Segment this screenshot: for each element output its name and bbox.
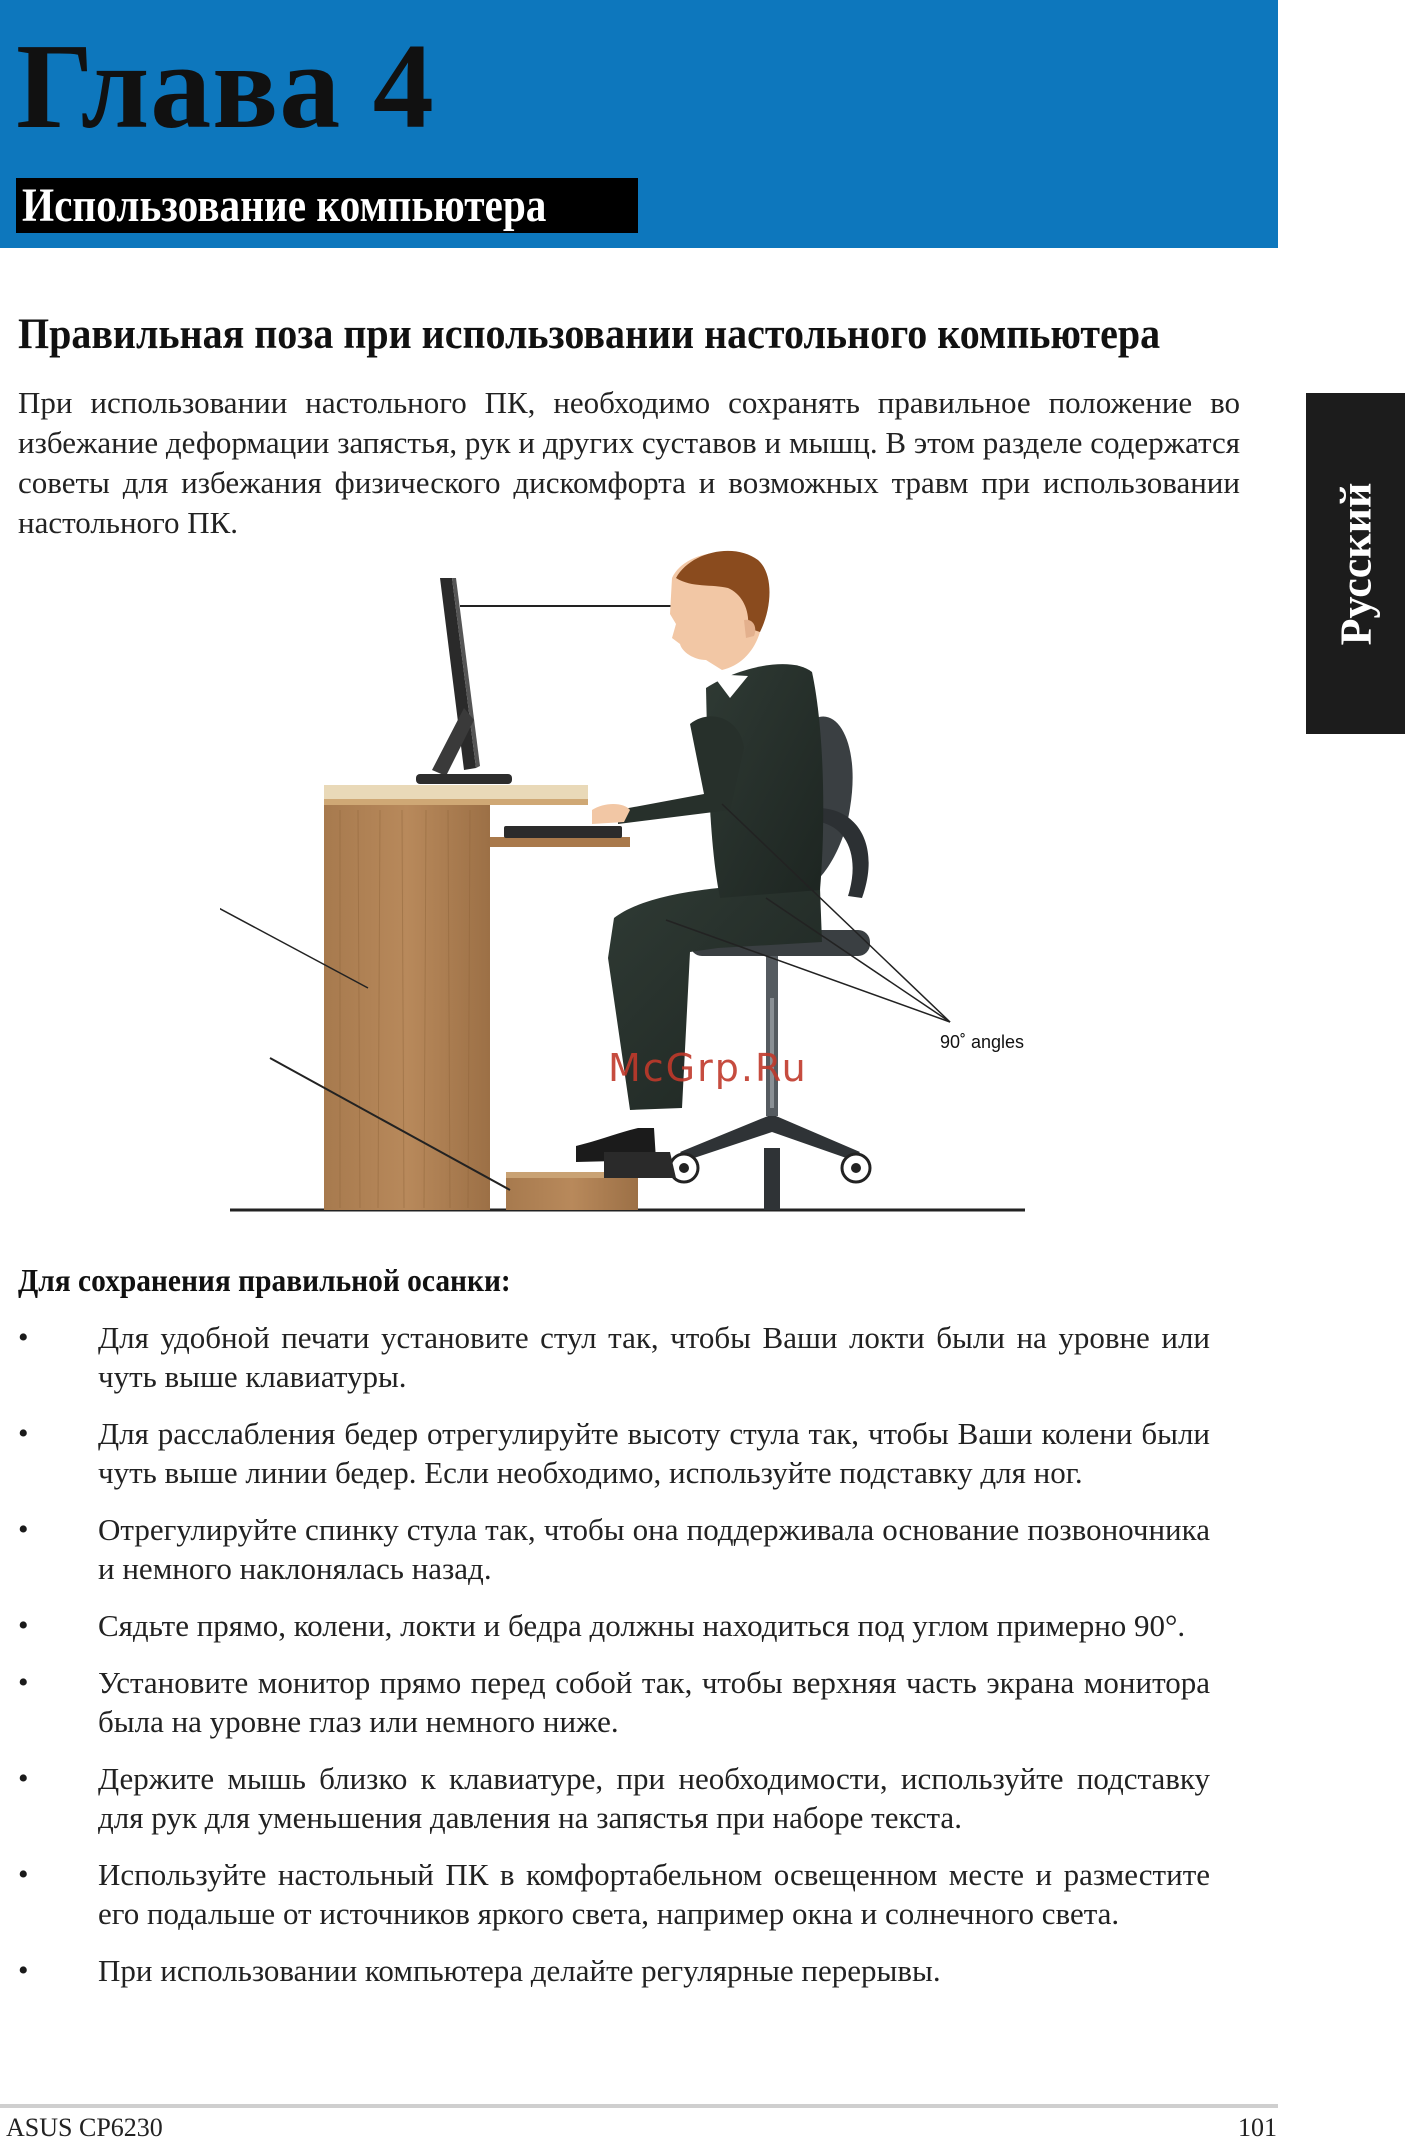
tip-item	[18, 1855, 1210, 1933]
watermark: McGrp.Ru	[608, 1046, 808, 1090]
language-tab	[1306, 393, 1405, 734]
shoe	[604, 1152, 676, 1178]
tip-text: Используйте настольный ПК в комфортабельном освещенном месте и разместите его подальше от источников яркого света, например окна и солнечного света.	[98, 1857, 1210, 1931]
keyboard	[504, 826, 622, 838]
bullet: •	[18, 1609, 29, 1642]
footer-rule	[0, 2104, 1278, 2108]
tip-text: Установите монитор прямо перед собой так, чтобы верхняя часть экрана монитора была на уровне глаз или немного ниже.	[98, 1665, 1210, 1739]
chapter-subtitle: Использование компьютера	[22, 178, 547, 232]
chapter-title: Глава 4	[16, 19, 435, 154]
tip-item	[18, 1759, 1210, 1837]
intro-paragraph: При использовании настольного ПК, необходимо сохранять правильное положение во избежание деформации запястья, рук и других суставов и мышц. В этом разделе содержатся советы для избежания физического дискомфорта и возможных травм при использовании настольного ПК.	[18, 385, 1240, 540]
language-tab-label: Русский	[1331, 482, 1380, 645]
tip-item	[18, 1414, 1210, 1492]
angles-callout-label: 90˚ angles	[940, 1032, 1025, 1052]
monitor	[416, 578, 512, 784]
section-heading: Правильная поза при использовании настольного компьютера	[18, 311, 1161, 358]
bullet: •	[18, 1513, 29, 1546]
posture-illustration	[220, 548, 1040, 1216]
tip-text: При использовании компьютера делайте регулярные перерывы.	[98, 1953, 941, 1988]
bullet: •	[18, 1954, 29, 1987]
tips-heading: Для сохранения правильной осанки:	[18, 1262, 511, 1298]
chapter-header	[0, 0, 1278, 248]
tip-item	[18, 1951, 1210, 1990]
tip-text: Отрегулируйте спинку стула так, чтобы она поддерживала основание позвоночника и немного наклонялась назад.	[98, 1512, 1210, 1586]
tips-list	[18, 1318, 1210, 2008]
bullet: •	[18, 1666, 29, 1699]
tip-item	[18, 1318, 1210, 1396]
chapter-subtitle-box	[16, 178, 638, 233]
bullet: •	[18, 1417, 29, 1450]
tip-text: Держите мышь близко к клавиатуре, при необходимости, используйте подставку для рук для уменьшения давления на запястья при наборе текста.	[98, 1761, 1210, 1835]
tip-item	[18, 1663, 1210, 1741]
bullet: •	[18, 1762, 29, 1795]
bullet: •	[18, 1858, 29, 1891]
tip-text: Сядьте прямо, колени, локти и бедра должны находиться под углом примерно 90°.	[98, 1608, 1186, 1643]
footer-product: ASUS CP6230	[6, 2113, 163, 2142]
tip-text: Для удобной печати установите стул так, чтобы Ваши локти были на уровне или чуть выше клавиатуры.	[98, 1320, 1210, 1394]
tip-item	[18, 1606, 1210, 1645]
bullet: •	[18, 1321, 29, 1354]
page-number: 101	[1238, 2113, 1277, 2142]
tip-text: Для расслабления бедер отрегулируйте высоту стула так, чтобы Ваши колени были чуть выше линии бедер. Если необходимо, используйте подставку для ног.	[98, 1416, 1210, 1490]
tip-item	[18, 1510, 1210, 1588]
